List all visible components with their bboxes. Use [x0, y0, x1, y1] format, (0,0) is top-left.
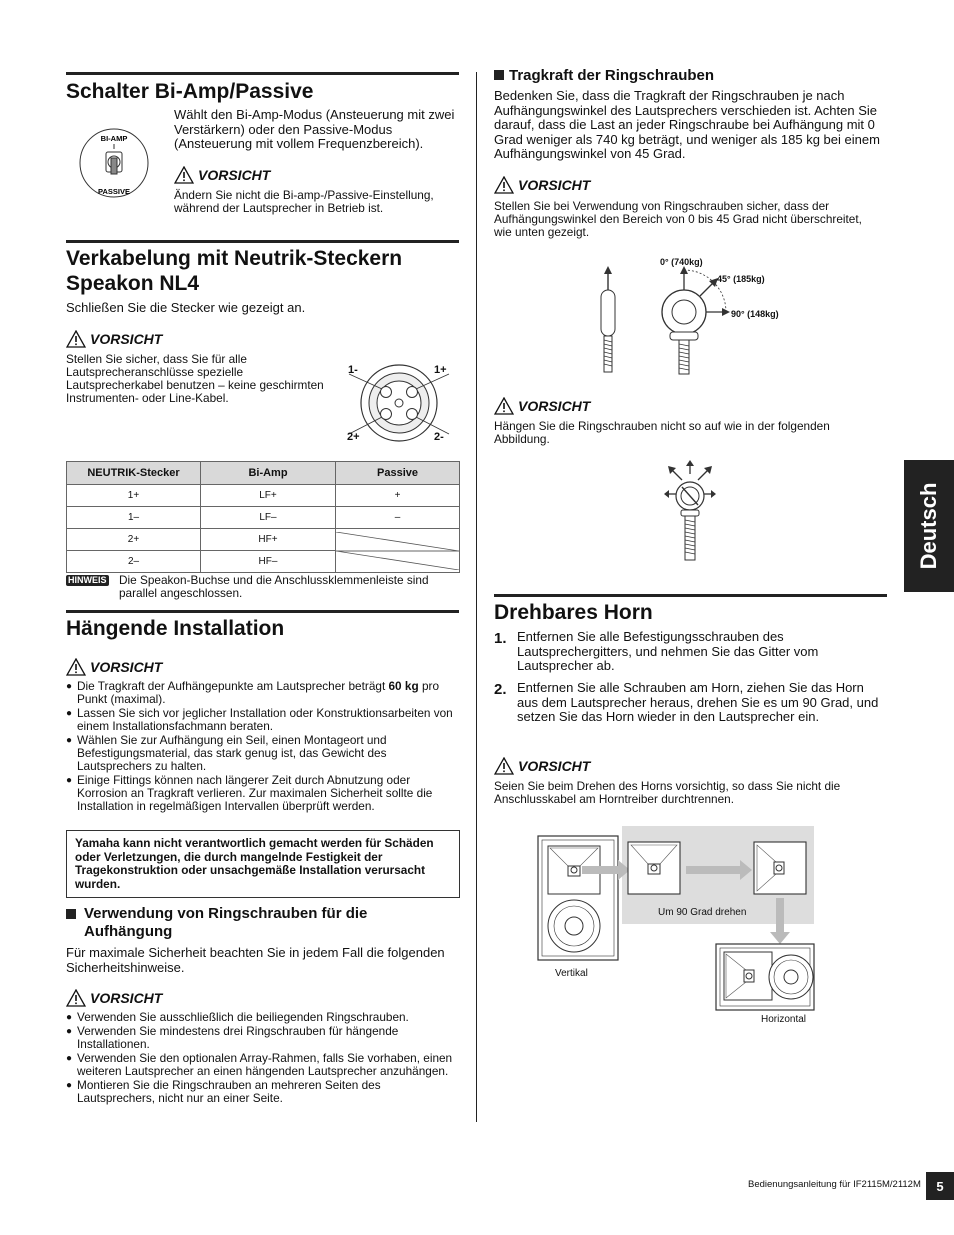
heading-bi-amp: Schalter Bi-Amp/Passive: [66, 80, 314, 103]
table-cell: LF+: [201, 485, 336, 507]
pin-label-1minus: 1-: [348, 364, 358, 376]
caution-label: VORSICHT: [518, 177, 591, 193]
list-item: ● Montieren Sie die Ringschrauben an mehreren Seiten des Lautsprechers, nicht nur an einer Seite.: [66, 1079, 458, 1105]
pin-label-1plus: 1+: [434, 364, 447, 376]
square-bullet-icon: [66, 909, 76, 919]
table-cell: HF–: [201, 551, 336, 573]
table-row: [67, 507, 460, 529]
section-rule: [66, 72, 459, 75]
label-rotate: Um 90 Grad drehen: [658, 907, 747, 918]
step-number: 2.: [494, 681, 507, 698]
table-cell: LF–: [201, 507, 336, 529]
pin-label-2minus: 2-: [434, 431, 444, 443]
ringschrauben-bullet-list: [66, 1011, 458, 1106]
section-rule: [66, 610, 459, 613]
horn-step-2: [494, 681, 880, 741]
heading-horn: Drehbares Horn: [494, 601, 653, 624]
page-number: 5: [926, 1172, 954, 1200]
table-row: [67, 529, 460, 551]
caution-text: Seien Sie beim Drehen des Horns vorsichtig, so dass Sie nicht die Anschlusskabel am Horntreiber durchtrennen.: [494, 779, 841, 806]
table-cell: 1–: [67, 507, 201, 529]
warning-triangle-icon: [66, 658, 86, 676]
caution-text: Stellen Sie sicher, dass Sie für alle Lautsprecheranschlüsse spezielle Lautsprecherkabel benutzen – keine geschirmten Instrumenten- oder Line-Kabel.: [66, 352, 324, 405]
caution-label: VORSICHT: [198, 167, 271, 183]
list-item: ● Verwenden Sie den optionalen Array-Rahmen, falls Sie vorhaben, einen weiteren Lautsprecher an einen hängenden Lautsprecher anzuhängen.: [66, 1052, 458, 1078]
table-cell: –: [336, 507, 460, 529]
caution-text: Ändern Sie nicht die Bi-amp-/Passive-Einstellung, während der Lautsprecher in Betrieb ist.: [174, 188, 434, 215]
caution-haengend: [66, 658, 162, 676]
label-horizontal: Horizontal: [761, 1014, 807, 1025]
horn-rotation-diagram: [536, 826, 816, 1012]
hinweis-text: Die Speakon-Buchse und die Anschlussklemmenleiste sind parallel angeschlossen.: [119, 573, 429, 600]
caution-tragkraft: [494, 176, 590, 194]
warning-triangle-icon: [494, 757, 514, 775]
switch-label-biamp: BI-AMP: [100, 134, 128, 143]
list-item: ● Die Tragkraft der Aufhängepunkte am Lautsprecher beträgt 60 kg pro Punkt (maximal).: [66, 680, 458, 706]
subheading-ringschrauben: Verwendung von Ringschrauben für die Aufhängung: [66, 905, 458, 941]
step-text: Entfernen Sie alle Schrauben am Horn, ziehen Sie das Horn aus dem Lautsprecher heraus, drehen Sie es um 90 Grad, und setzen Sie das Horn wieder in den Lautsprecher ein.: [517, 680, 879, 724]
warning-triangle-icon: [66, 989, 86, 1007]
table-row: [67, 485, 460, 507]
table-header: NEUTRIK-Stecker: [67, 462, 201, 485]
caution-biamp: [174, 166, 270, 184]
warning-triangle-icon: [66, 330, 86, 348]
caution-label: VORSICHT: [90, 331, 163, 347]
switch-label-passive: PASSIVE: [98, 187, 130, 196]
column-divider: [476, 72, 477, 1122]
heading-haengend: Hängende Installation: [66, 617, 285, 640]
subheading-tragkraft: Tragkraft der Ringschrauben: [494, 67, 714, 85]
caution-label: VORSICHT: [90, 990, 163, 1006]
horn-step-1: [494, 629, 880, 673]
heading-neutrik: Verkabelung mit Neutrik-Steckern Speakon NL4: [66, 247, 403, 295]
side-tab-label: Deutsch: [916, 482, 941, 570]
caution-text: Stellen Sie bei Verwendung von Ringschrauben sicher, dass der Aufhängungswinkel den Bereich von 0 bis 45 Grad nicht überschreitet, wie unten gezeigt.: [494, 199, 862, 239]
haengend-bullet-list: [66, 680, 458, 814]
caution-label: VORSICHT: [518, 398, 591, 414]
section-rule: [494, 594, 887, 597]
liability-warning-box: Yamaha kann nicht verantwortlich gemacht werden für Schäden oder Verletzungen, die durch mangelnde Festigkeit der Tragekonstruktion oder unsachgemäße Installation verursacht wurden.: [66, 830, 460, 898]
table-cell-diagonal: [336, 529, 460, 573]
list-item: ● Wählen Sie zur Aufhängung ein Seil, einen Montageort und Befestigungsmaterial, das stark genug ist, das Gewicht des Lautsprechers zu halten.: [66, 734, 458, 773]
language-side-tab: [904, 460, 954, 592]
bi-amp-description: Wählt den Bi-Amp-Modus (Ansteuerung mit zwei Verstärkern) oder den Passive-Modus (Ansteuerung mit vollem Frequenzbereich).: [174, 107, 455, 151]
bi-amp-switch-diagram: [78, 118, 152, 208]
angle-label-90: 90° (148kg): [731, 309, 779, 319]
caution-text: Hängen Sie die Ringschrauben nicht so auf wie in der folgenden Abbildung.: [494, 419, 830, 446]
caution-label: VORSICHT: [518, 758, 591, 774]
prohibited-eyebolt-diagram: [664, 460, 716, 564]
label-vertical: Vertikal: [555, 968, 588, 979]
table-cell: 2+: [67, 529, 201, 551]
angle-label-0: 0° (740kg): [660, 257, 703, 267]
table-header: Passive: [336, 462, 460, 485]
section-rule: [66, 240, 459, 243]
warning-triangle-icon: [494, 397, 514, 415]
caution-tragkraft-2: [494, 397, 590, 415]
table-header: Bi-Amp: [201, 462, 336, 485]
list-item: ● Einige Fittings können nach längerer Zeit durch Abnutzung oder Korrosion an Tragkraft verlieren. Zur maximalen Sicherheit sollte die Installation in regelmäßigen Intervallen überprüft werden.: [66, 774, 458, 813]
list-item: ● Verwenden Sie ausschließlich die beiliegenden Ringschrauben.: [66, 1011, 458, 1024]
warning-triangle-icon: [174, 166, 194, 184]
caution-neutrik: [66, 330, 162, 348]
table-cell: HF+: [201, 529, 336, 551]
hinweis-badge: HINWEIS: [68, 575, 107, 585]
footer-manual-title: Bedienungsanleitung für IF2115M/2112M: [748, 1179, 921, 1190]
caution-label: VORSICHT: [90, 659, 163, 675]
step-text: Entfernen Sie alle Befestigungsschrauben des Lautsprechergitters, und nehmen Sie das Gitter vom Lautsprecher ab.: [517, 629, 819, 673]
step-number: 1.: [494, 630, 507, 647]
angle-label-45: 45° (185kg): [717, 274, 765, 284]
table-header-row: [67, 462, 460, 485]
warning-triangle-icon: [494, 176, 514, 194]
tragkraft-text: Bedenken Sie, dass die Tragkraft der Ringschrauben je nach Aufhängungswinkel des Lautsprechers verschieden ist. Achten Sie darauf, dass die Last an jeder Ringschraube bei Aufhängung mit 0 Grad weniger als 740 kg beträgt, und weniger als 185 kg bei einem Aufhängungswinkel von 45 Grad.: [494, 88, 880, 161]
list-item: ● Verwenden Sie mindestens drei Ringschrauben für hängende Installationen.: [66, 1025, 458, 1051]
pin-label-2plus: 2+: [347, 431, 360, 443]
ringschrauben-intro: Für maximale Sicherheit beachten Sie in jedem Fall die folgenden Sicherheitshinweise.: [66, 945, 445, 975]
table-cell: 1+: [67, 485, 201, 507]
neutrik-table: [66, 461, 460, 567]
table-cell: 2–: [67, 551, 201, 573]
list-item: ● Lassen Sie sich vor jeglicher Installation oder Konstruktionsarbeiten von einem Installationsfachmann beraten.: [66, 707, 458, 733]
caution-ringschrauben: [66, 989, 162, 1007]
neutrik-intro: Schließen Sie die Stecker wie gezeigt an.: [66, 300, 306, 315]
square-bullet-icon: [494, 70, 504, 80]
table-cell: +: [336, 485, 460, 507]
caution-horn: [494, 757, 590, 775]
